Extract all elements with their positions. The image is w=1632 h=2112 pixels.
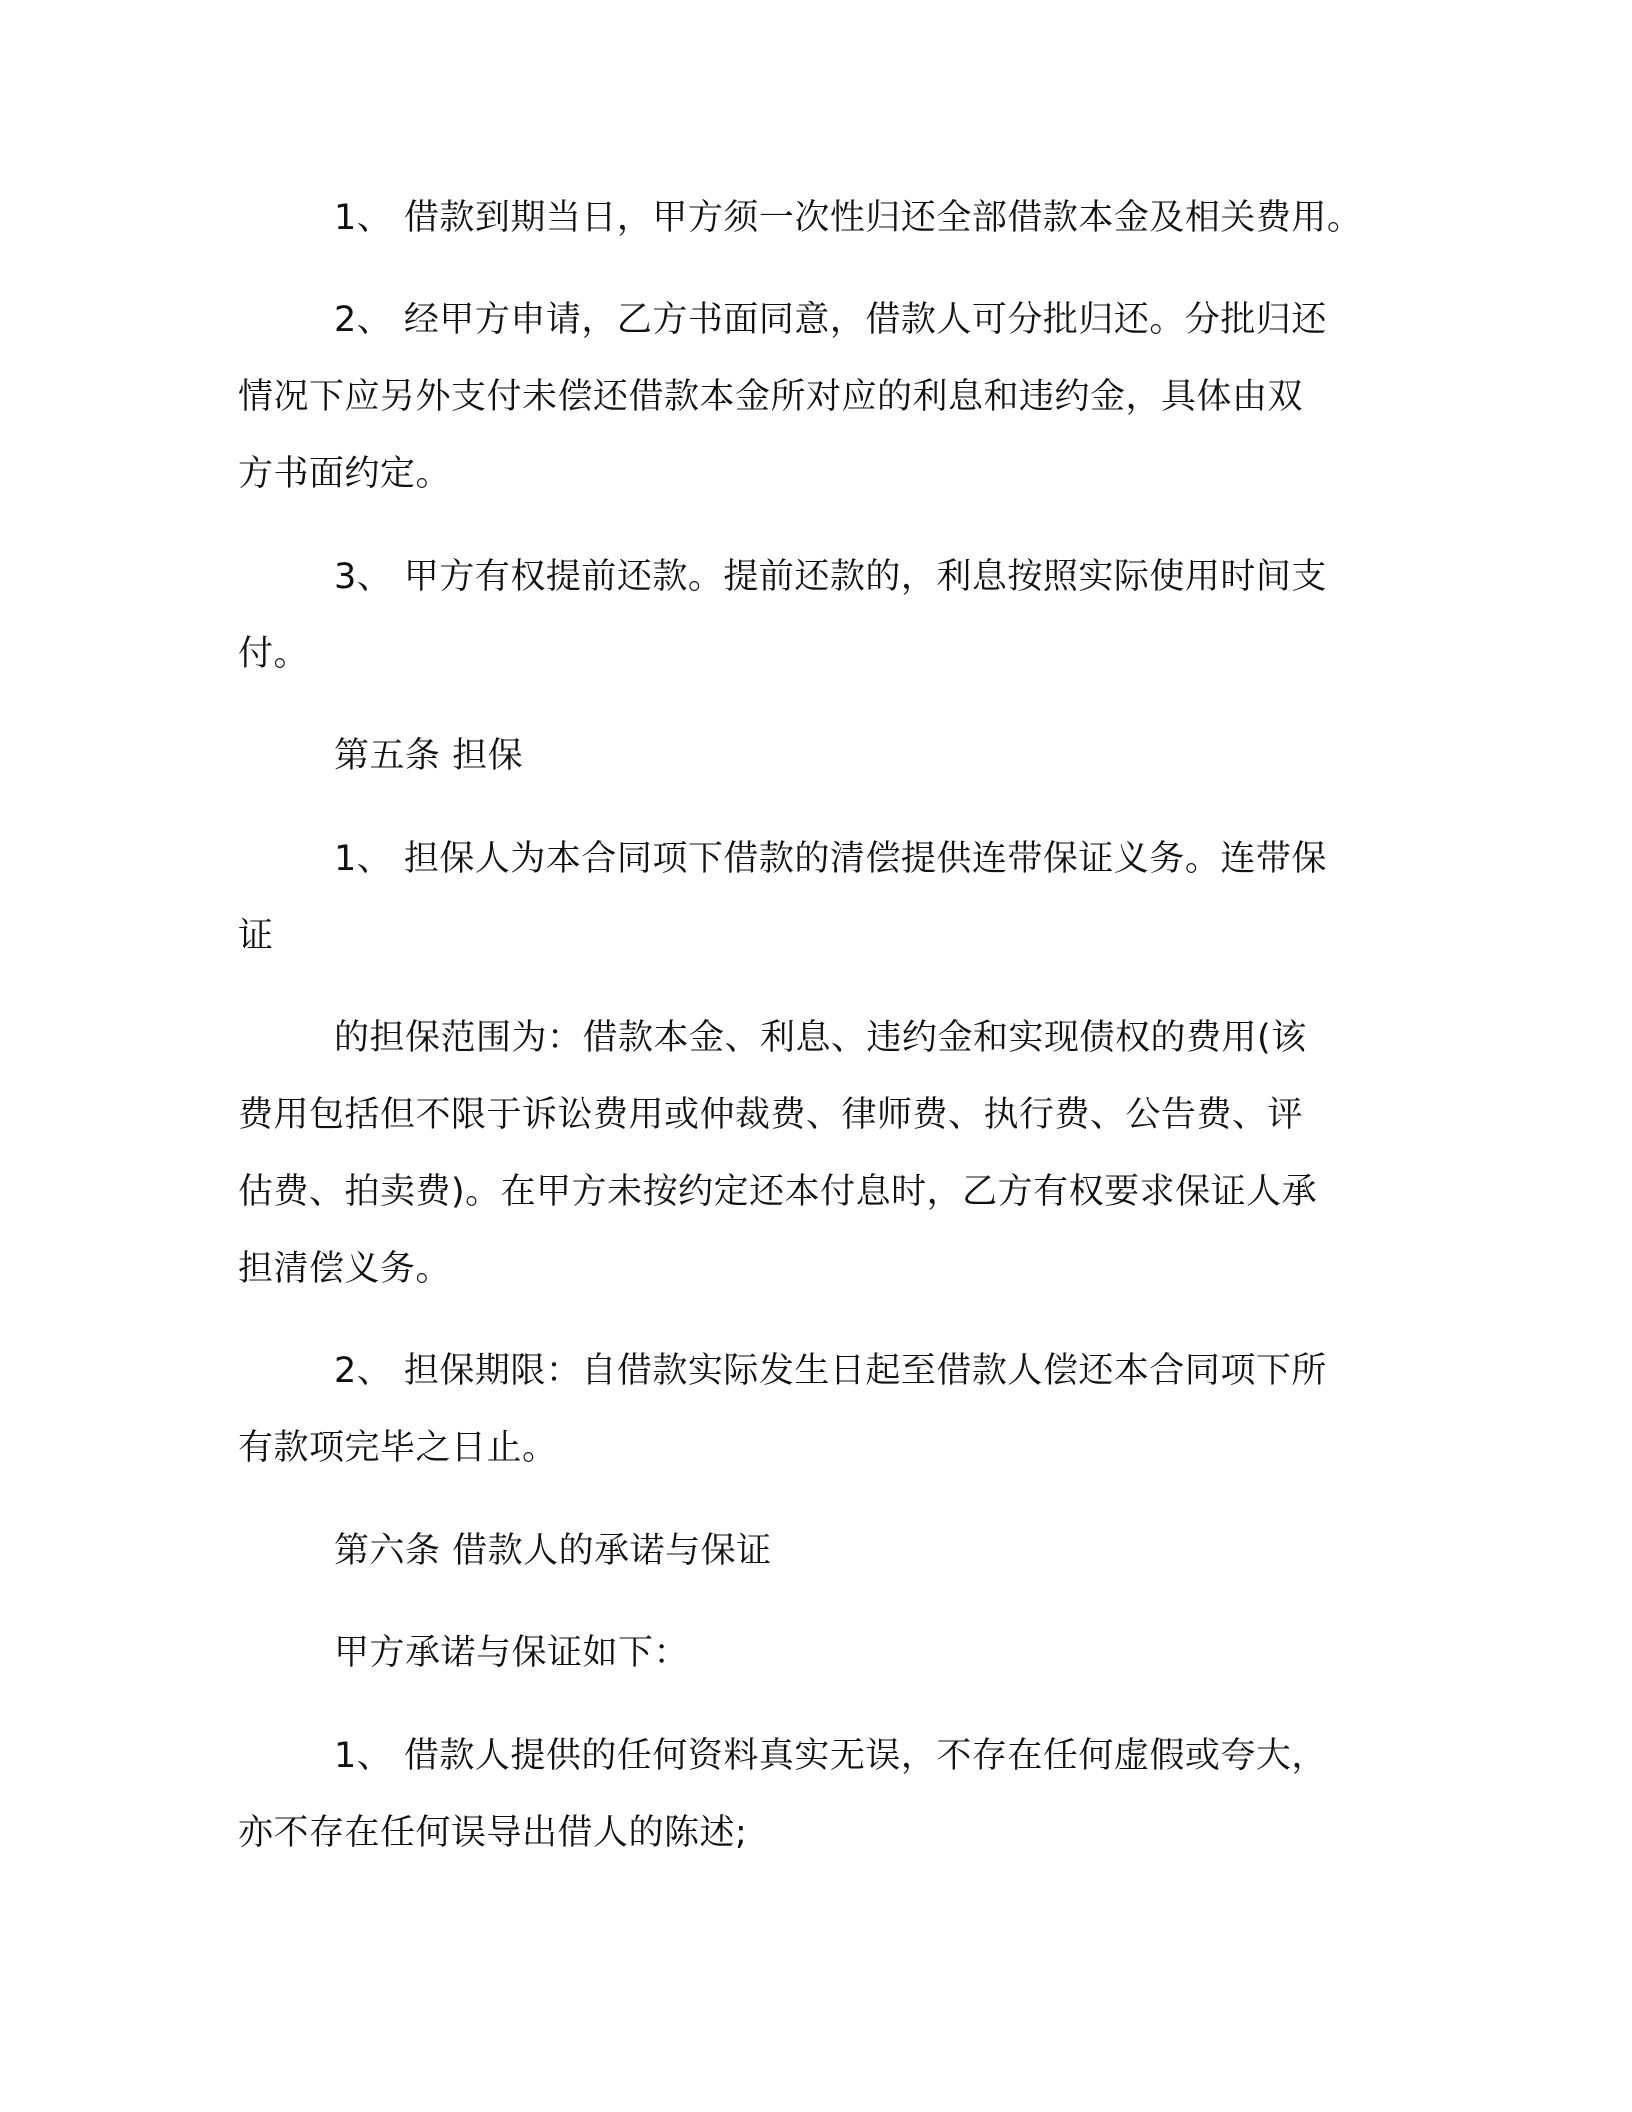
- guarantee-scope-line-1: 的担保范围为：借款本金、利息、违约金和实现债权的费用(该: [334, 1018, 1307, 1058]
- undertaking-1-line-1: 1、 借款人提供的任何资料真实无误，不存在任何虚假或夸大，: [334, 1736, 1327, 1776]
- guarantee-clause-1-line-2: 证: [238, 916, 274, 956]
- repayment-clause-2-line-3: 方书面约定。: [238, 454, 452, 494]
- guarantee-scope-line-2: 费用包括但不限于诉讼费用或仲裁费、律师费、执行费、公告费、评: [238, 1095, 1304, 1135]
- article-5-heading: 第五条 担保: [334, 736, 524, 776]
- article-6-heading: 第六条 借款人的承诺与保证: [334, 1531, 772, 1571]
- guarantee-clause-2-line-2: 有款项完毕之日止。: [238, 1428, 558, 1468]
- guarantee-clause-2-line-1: 2、 担保期限：自借款实际发生日起至借款人偿还本合同项下所: [334, 1351, 1327, 1391]
- undertaking-1-line-2: 亦不存在任何误导出借人的陈述;: [238, 1813, 748, 1853]
- undertakings-intro: 甲方承诺与保证如下：: [334, 1633, 690, 1673]
- repayment-clause-3-line-1: 3、 甲方有权提前还款。提前还款的，利息按照实际使用时间支: [334, 557, 1327, 597]
- repayment-clause-1-line-1: 1、 借款到期当日，甲方须一次性归还全部借款本金及相关费用。: [334, 198, 1363, 238]
- repayment-clause-2-line-2: 情况下应另外支付未偿还借款本金所对应的利息和违约金，具体由双: [238, 377, 1304, 417]
- repayment-clause-2-line-1: 2、 经甲方申请，乙方书面同意，借款人可分批归还。分批归还: [334, 300, 1327, 340]
- guarantee-scope-line-3: 估费、拍卖费)。在甲方未按约定还本付息时，乙方有权要求保证人承: [238, 1172, 1318, 1212]
- guarantee-scope-line-4: 担清偿义务。: [238, 1249, 452, 1289]
- guarantee-clause-1-line-1: 1、 担保人为本合同项下借款的清偿提供连带保证义务。连带保: [334, 839, 1327, 879]
- repayment-clause-3-line-2: 付。: [238, 634, 310, 674]
